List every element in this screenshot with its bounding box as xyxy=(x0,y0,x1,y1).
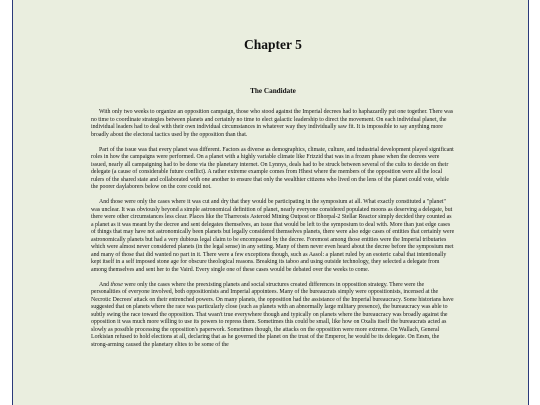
chapter-subtitle: The Candidate xyxy=(250,87,296,95)
paragraph: Part of the issue was that every planet was different. Factors as diverse as demographics, climate, culture, and industrial development played significant roles in how the campaigns were performed. On a planet with a highly variable climate like Frizzid that was in a frozen phase when the decrees were issued, nearly all campaigning had to be done via the planetary internet. On Lynnys, deals had to be struck between several of the cults to decide on their delegate (a cause of considerable future conflict). A rather extreme example comes from Hhest where the members of the opposition were all the local rulers of the shared state and collaborated with one another to ensure that only the wealthier citizens who lived on the lens of the planet could vote, while the poorer daylaborers below on the core could not. xyxy=(91,146,454,191)
paragraph-lead-in: And xyxy=(99,281,110,288)
chapter-body xyxy=(91,109,455,357)
document-page xyxy=(12,0,529,405)
chapter-content xyxy=(91,36,455,348)
chapter-title: Chapter 5 xyxy=(244,37,302,52)
paragraph-text: were only the cases where the preexisting planets and social structures created differences in opposition strategy. There were the personalities of everyone involved, both oppositionists and Imperial appointees. Many of the bureaucrats simply were oppositionists, incensed at the Necrotic Decrees' attack on their entrenched powers. On many planets, the opposition had the assistance of the Imperial bureaucracy. Some historians have suggested that on planets where the race was particularly close (such as planets with an abnormally large military presence), the bureaucracy was able to subtly swing the race toward the opposition. That wasn't true everywhere though and typically on planets where the bureaucracy was broadly against the opposition it was much more willing to use its powers to repress them. Sometimes this could be small, like how on Oxalis itself the bureaucrats acted as slowly as possible processing the opposition's paperwork. Sometimes though, the attacks on the opposition were more extreme. On Wallach, General Lorkisian refused to hold elections at all, declaring that as he governed the planet on the trust of the Emperor, he would be its delegate. On Eesm, the strong-arming caused the planetary elites to be some of the xyxy=(91,281,454,348)
emphasized-word: those xyxy=(110,281,123,288)
paragraph: With only two weeks to organize an opposition campaign, those who stood against the Imperial decrees had to haphazardly put one together. There was no time to coordinate strategies between planets and certainly no time to elect galactic leadership to direct the movement. On each individual planet, the individual leaders had to deal with their own individual circumstances in whatever way they individually saw fit. It is impossible to say anything more broadly about the electoral tactics used by the opposition than that. xyxy=(91,109,454,138)
paragraph: And those were only the cases where it was cut and dry that they would be participating in the symposium at all. What exactly constituted a "planet" was unclear. It was obviously beyond a simple astronomical definition of planet, nearly everyone considered populated moons as deserving a delegate, but there were other circumstances less clear. Places like the Tharreosis Asteroid Mining Outpost or Bhorpal-2 Stellar Reactor simply decided they counted as a planet as it was meant by the decree and sent delegates themselves, an issue that would be left to the symposium to deal with. More than just edge cases of things that may have not astronomically been planets but legally considered themselves planets, there were also edge cases of entities that certainly were astronomically planets but had a very dubious legal claim to be encompassed by the decree. Foremost among those entities were the Imperial tributaries which were almost never considered planets (in the legal sense) in any setting. Many of them never even heard about the decree before the symposium met and many of those that did wanted no part in it. There were a few exceptions though, such as Aasol: a planet ruled by an esoteric cabal that intentionally kept itself in a self imposed stone age for obscure theological reasons. Breaking its taboo and using outside technology, they selected a delegate from among themselves and sent her to the Vaird. Every single one of these cases would be debated over the weeks to come. xyxy=(91,199,455,273)
paragraph-with-emphasis xyxy=(91,282,455,350)
